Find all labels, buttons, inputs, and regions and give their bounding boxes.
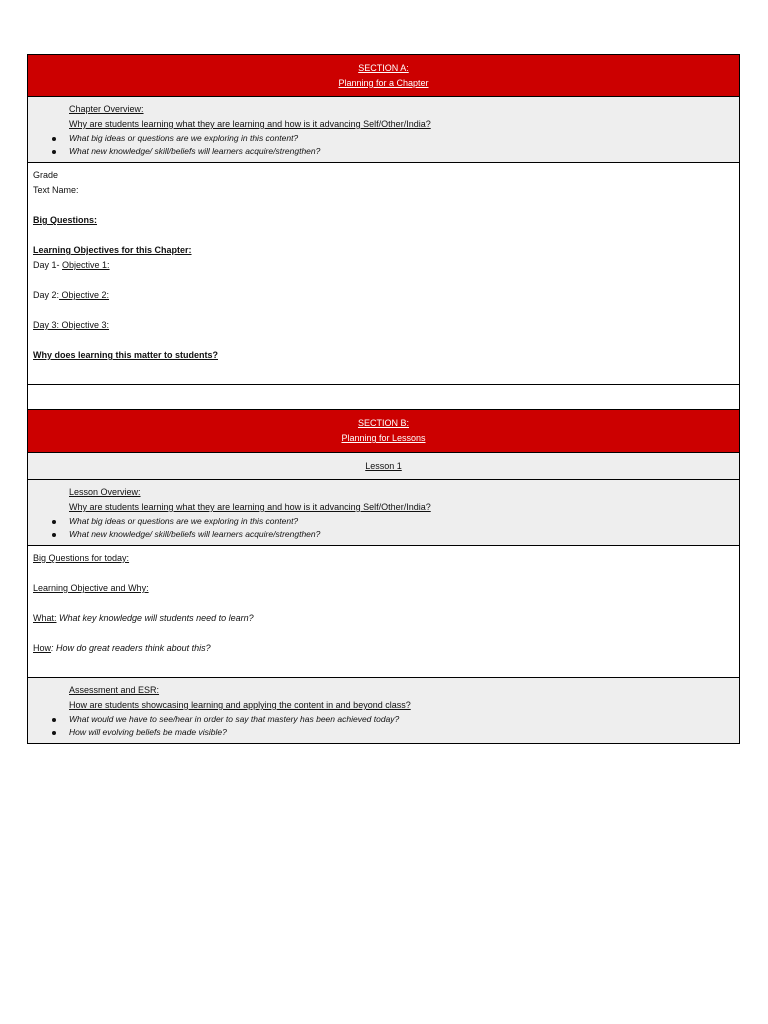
list-item: What big ideas or questions are we exploring in this content?	[69, 132, 733, 145]
assessment-bullets	[69, 713, 733, 739]
lesson-label-row	[27, 453, 740, 480]
list-item: What would we have to see/hear in order to say that mastery has been achieved today?	[69, 713, 733, 726]
day-2-prefix: Day 2:	[33, 290, 60, 300]
assessment-heading: Assessment and ESR:	[69, 685, 160, 695]
objective-and-why-label: Learning Objective and Why:	[33, 583, 149, 593]
lesson-plan-document	[27, 54, 740, 744]
chapter-overview-bullets	[69, 132, 733, 158]
list-item: How will evolving beliefs be made visible?	[69, 726, 733, 739]
section-a-subtitle: Planning for a Chapter	[338, 77, 429, 88]
day-1-prefix: Day 1-	[33, 260, 63, 270]
big-questions-today-label: Big Questions for today:	[33, 553, 130, 563]
lesson-details	[27, 546, 740, 678]
chapter-details	[27, 163, 740, 385]
section-a-title: SECTION A:	[358, 62, 409, 73]
day-1-objective-label: Objective 1:	[62, 260, 110, 270]
grade-label: Grade	[33, 170, 59, 180]
lesson-label: Lesson 1	[365, 461, 402, 471]
lesson-overview-bullets	[69, 515, 733, 541]
list-item: What big ideas or questions are we exploring in this content?	[69, 515, 733, 528]
section-b-title: SECTION B:	[357, 418, 409, 428]
day-2-objective-label: Objective 2:	[59, 290, 110, 300]
day-1-objective	[33, 258, 733, 273]
what-line	[33, 611, 733, 626]
day-2-objective	[33, 288, 733, 303]
what-text: What key knowledge will students need to learn?	[56, 613, 254, 623]
how-line	[33, 641, 733, 656]
spacer-row	[27, 385, 740, 410]
assessment-question: How are students showcasing learning and applying the content in and beyond class?	[69, 700, 411, 710]
section-b-header	[27, 410, 740, 453]
lesson-overview-heading: Lesson Overview:	[69, 487, 141, 497]
chapter-overview-question: Why are students learning what they are learning and how is it advancing Self/Other/India?	[69, 119, 431, 129]
what-label: What:	[33, 613, 57, 623]
chapter-overview-heading: Chapter Overview:	[69, 104, 144, 114]
day-3-objective: Day 3: Objective 3:	[33, 320, 110, 330]
section-a-header	[27, 54, 740, 97]
how-text: : How do great readers think about this?	[51, 643, 211, 653]
section-b-subtitle: Planning for Lessons	[341, 433, 426, 443]
list-item: What new knowledge/ skill/beliefs will learners acquire/strengthen?	[69, 145, 733, 158]
lesson-overview-question: Why are students learning what they are learning and how is it advancing Self/Other/India?	[69, 502, 431, 512]
assessment-section	[27, 678, 740, 744]
why-matter-label: Why does learning this matter to students?	[33, 350, 219, 360]
text-name-label: Text Name:	[33, 185, 79, 195]
list-item: What new knowledge/ skill/beliefs will learners acquire/strengthen?	[69, 528, 733, 541]
lesson-overview	[27, 480, 740, 546]
objectives-label: Learning Objectives for this Chapter:	[33, 245, 192, 255]
chapter-overview	[27, 97, 740, 163]
how-label: How	[33, 643, 52, 653]
big-questions-label: Big Questions:	[33, 215, 98, 225]
